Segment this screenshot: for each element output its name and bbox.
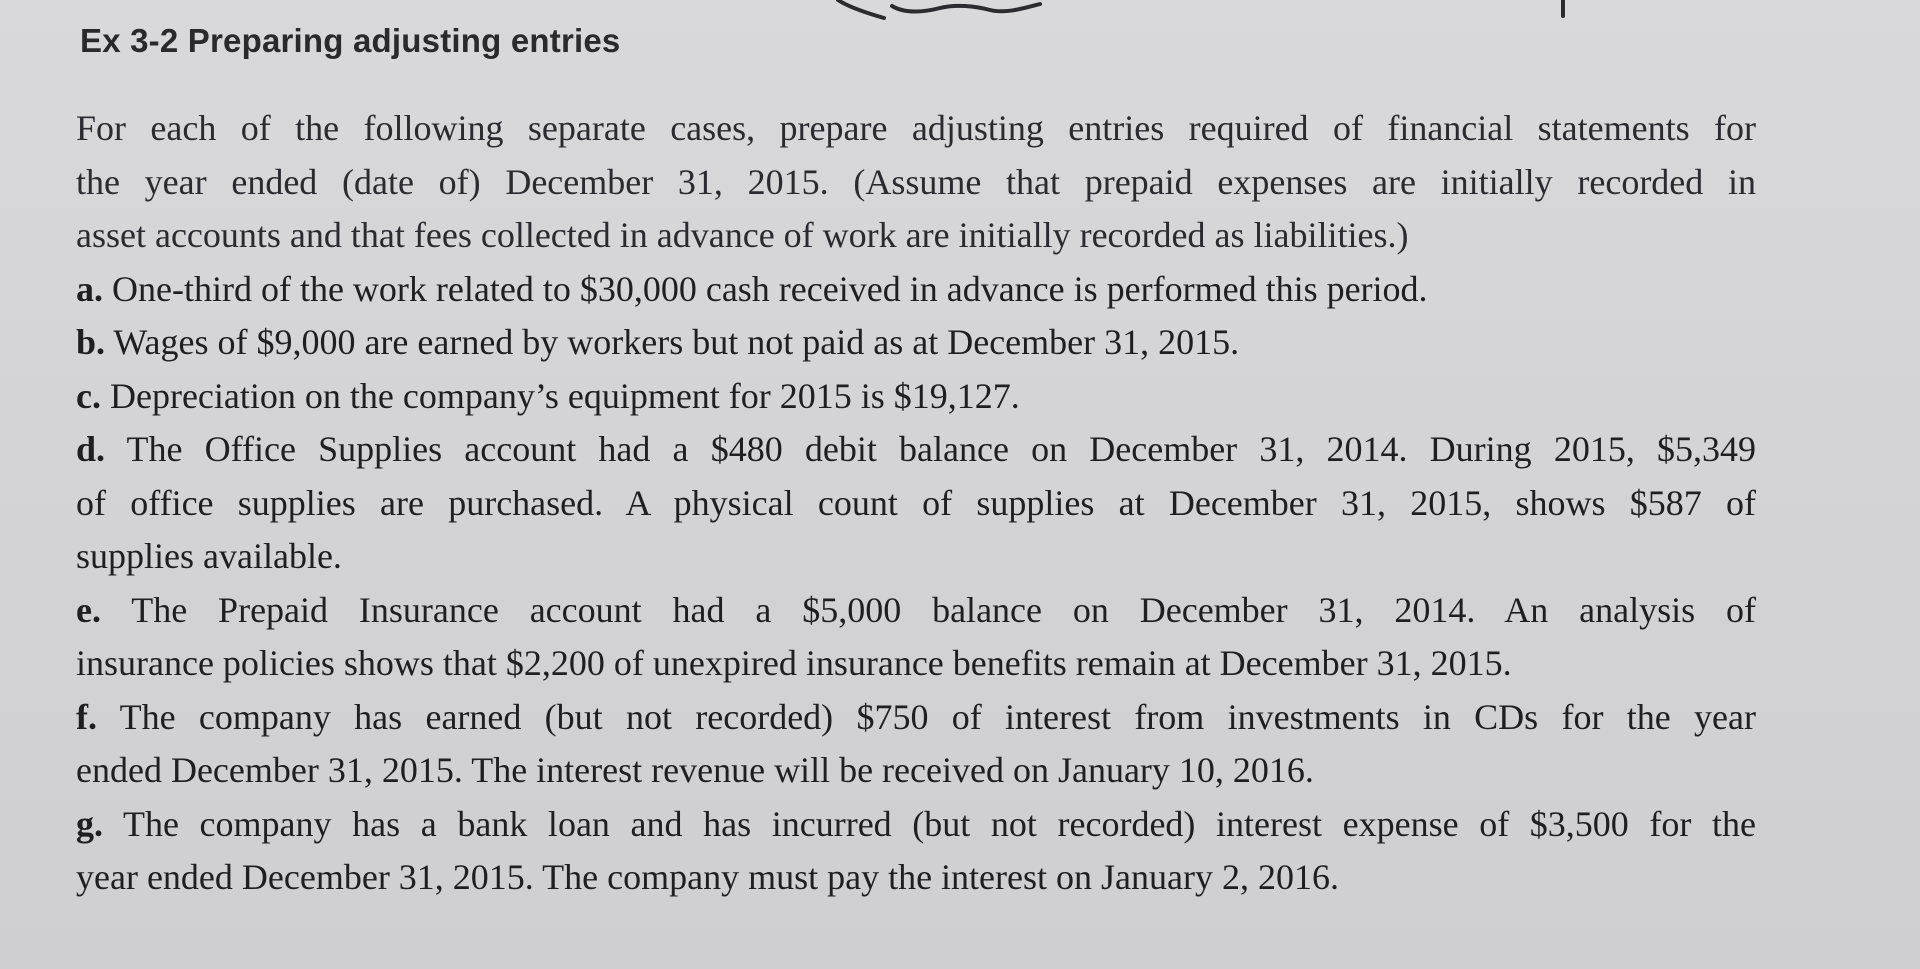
- intro-line: asset accounts and that fees collected in advance of work are initially recorded as liabilities.): [76, 215, 1409, 255]
- item-line: insurance policies shows that $2,200 of unexpired insurance benefits remain at December 31, 2015.: [76, 643, 1512, 683]
- item-text: The Prepaid Insurance account had a $5,000 balance on December 31, 2014. An analysis of: [131, 589, 1756, 630]
- item-a: [76, 263, 1756, 317]
- item-line: supplies available.: [76, 536, 342, 576]
- item-text: The Office Supplies account had a $480 debit balance on December 31, 2014. During 2015, $5,349: [126, 429, 1756, 469]
- item-label: a.: [76, 268, 103, 309]
- item-line: year ended December 31, 2015. The company must pay the interest on January 2, 2016.: [76, 857, 1339, 897]
- item-line: [76, 263, 1756, 317]
- exercise-heading: Ex 3-2 Preparing adjusting entries: [80, 22, 621, 59]
- item-d: [76, 423, 1756, 584]
- item-g: [76, 798, 1756, 905]
- item-text: Depreciation on the company’s equipment for 2015 is $19,127.: [109, 375, 1020, 416]
- item-line: ended December 31, 2015. The interest revenue will be received on January 10, 2016.: [76, 750, 1314, 790]
- item-b: [76, 316, 1756, 370]
- item-line: of office supplies are purchased. A physical count of supplies at December 31, 2015, shows $587 of: [76, 482, 1756, 523]
- item-label: g.: [76, 803, 103, 844]
- item-text: One-third of the work related to $30,000 cash received in advance is performed this period.: [112, 268, 1428, 309]
- item-label: d.: [76, 429, 106, 469]
- item-text: Wages of $9,000 are earned by workers but not paid as at December 31, 2015.: [113, 322, 1240, 362]
- item-label: f.: [76, 696, 97, 737]
- item-text: The company has a bank loan and has incurred (but not recorded) interest expense of $3,500 for the: [122, 803, 1756, 844]
- item-label: b.: [76, 322, 106, 362]
- item-line: [76, 798, 1756, 852]
- item-e: [76, 584, 1756, 691]
- exercise-body: [76, 102, 1756, 905]
- item-line: [76, 423, 1756, 477]
- intro-line: the year ended (date of) December 31, 2015. (Assume that prepaid expenses are initially recorded in: [76, 161, 1756, 202]
- item-line: [76, 691, 1756, 745]
- item-label: c.: [76, 375, 101, 416]
- item-line: [76, 316, 1756, 370]
- pen-stroke-scribble: [892, 4, 1040, 12]
- item-label: e.: [76, 589, 101, 630]
- item-c: [76, 370, 1756, 424]
- item-line: [76, 584, 1756, 638]
- pen-stroke-left: [838, 0, 884, 18]
- intro-paragraph: [76, 102, 1756, 263]
- item-text: The company has earned (but not recorded) $750 of interest from investments in CDs for the year: [119, 696, 1756, 737]
- item-line: [76, 370, 1756, 424]
- item-f: [76, 691, 1756, 798]
- intro-line: For each of the following separate cases, prepare adjusting entries required of financial statements for: [76, 108, 1756, 148]
